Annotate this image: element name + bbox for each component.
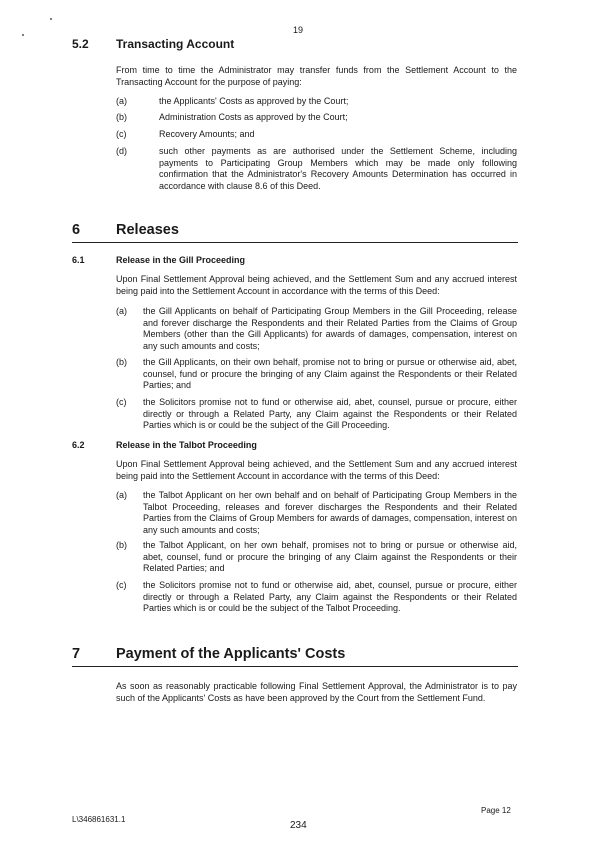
item-label: (b) (116, 357, 127, 367)
item-label: (d) (116, 146, 127, 156)
subsection-title: Release in the Talbot Proceeding (116, 440, 257, 450)
item-text: such other payments as are authorised under the Settlement Scheme, including payments to Participating Group Members which may be made only following confirmation that the Administrator's Recovery Amounts Determination has occurred in accordance with clause 8.6 of this Deed. (159, 146, 517, 191)
document-reference: L\346861631.1 (72, 815, 126, 824)
item-label: (c) (116, 580, 127, 590)
item-text: Recovery Amounts; and (159, 129, 255, 139)
section-rule (72, 242, 518, 243)
item-text: Administration Costs as approved by the Court; (159, 112, 348, 122)
item-label: (a) (116, 490, 127, 500)
item-text: the Gill Applicants, on their own behalf, promise not to bring or pursue or otherwise aid, abet, counsel, fund or procure the bringing of any Claim against the Respondents or their Related Parties; and (143, 357, 517, 391)
section-title: Releases (116, 222, 179, 238)
paragraph: Upon Final Settlement Approval being achieved, and the Settlement Sum and any accrued interest being paid into the Settlement Account in accordance with the terms of this Deed: (116, 274, 517, 296)
item-label: (a) (116, 306, 127, 316)
subsection-title: Release in the Gill Proceeding (116, 255, 246, 265)
subsection-number: 6.2 (72, 440, 85, 450)
subsection-number: 6.1 (72, 255, 85, 265)
item-label: (b) (116, 112, 127, 122)
section-title: Transacting Account (116, 37, 235, 51)
scan-speck (22, 34, 24, 36)
item-text: the Solicitors promise not to fund or otherwise aid, abet, counsel, pursue or procure, either directly or through a Related Party, any Claim against the Respondents or their Related Parties which is or could be the subject of the Gill Proceeding. (143, 397, 517, 431)
item-text: the Gill Applicants on behalf of Participating Group Members in the Gill Proceeding, release and forever discharge the Respondents and their Related Parties from the Claims of Group Members (other than the Gill Applicants) for awards of damages, compensation, interest on any such amounts and costs; (143, 306, 517, 351)
item-text: the Solicitors promise not to fund or otherwise aid, abet, counsel, pursue or procure, either directly or through a Related Party, any Claim against the Respondents or their Related Parties which is or could be the subject of the Talbot Proceeding. (143, 580, 517, 614)
paragraph: From time to time the Administrator may transfer funds from the Settlement Account to the Transacting Account for the purpose of paying: (116, 65, 517, 87)
section-number: 7 (72, 646, 81, 662)
item-label: (c) (116, 129, 127, 139)
item-text: the Applicants' Costs as approved by the Court; (159, 96, 349, 106)
page-top-number: 19 (293, 25, 304, 35)
section-rule (72, 666, 518, 667)
section-number: 6 (72, 222, 81, 238)
section-title: Payment of the Applicants' Costs (116, 646, 346, 662)
item-label: (c) (116, 397, 127, 407)
paragraph: As soon as reasonably practicable following Final Settlement Approval, the Administrator is to pay such of the Applicants' Costs as have been approved by the Court from the Settlement Fund. (116, 681, 517, 703)
item-label: (b) (116, 540, 127, 550)
item-label: (a) (116, 96, 127, 106)
item-text: the Talbot Applicant, on her own behalf, promises not to bring or pursue or otherwise aid, abet, counsel, fund or procure the bringing of any Claim against the Respondents or their Related Parties; and (143, 540, 517, 574)
item-text: the Talbot Applicant on her own behalf and on behalf of Participating Group Members in the Talbot Proceeding, releases and forever discharges the Respondents and their Related Parties from the Claims of Group Members for awards of damages, compensation, interest on any such amounts and costs; (143, 490, 517, 535)
page-bottom-number: 234 (290, 820, 307, 831)
paragraph: Upon Final Settlement Approval being achieved, and the Settlement Sum and any accrued interest being paid into the Settlement Account in accordance with the terms of this Deed: (116, 459, 517, 481)
section-number: 5.2 (72, 37, 89, 51)
scan-speck (50, 18, 52, 20)
page-label: Page 12 (481, 806, 511, 815)
